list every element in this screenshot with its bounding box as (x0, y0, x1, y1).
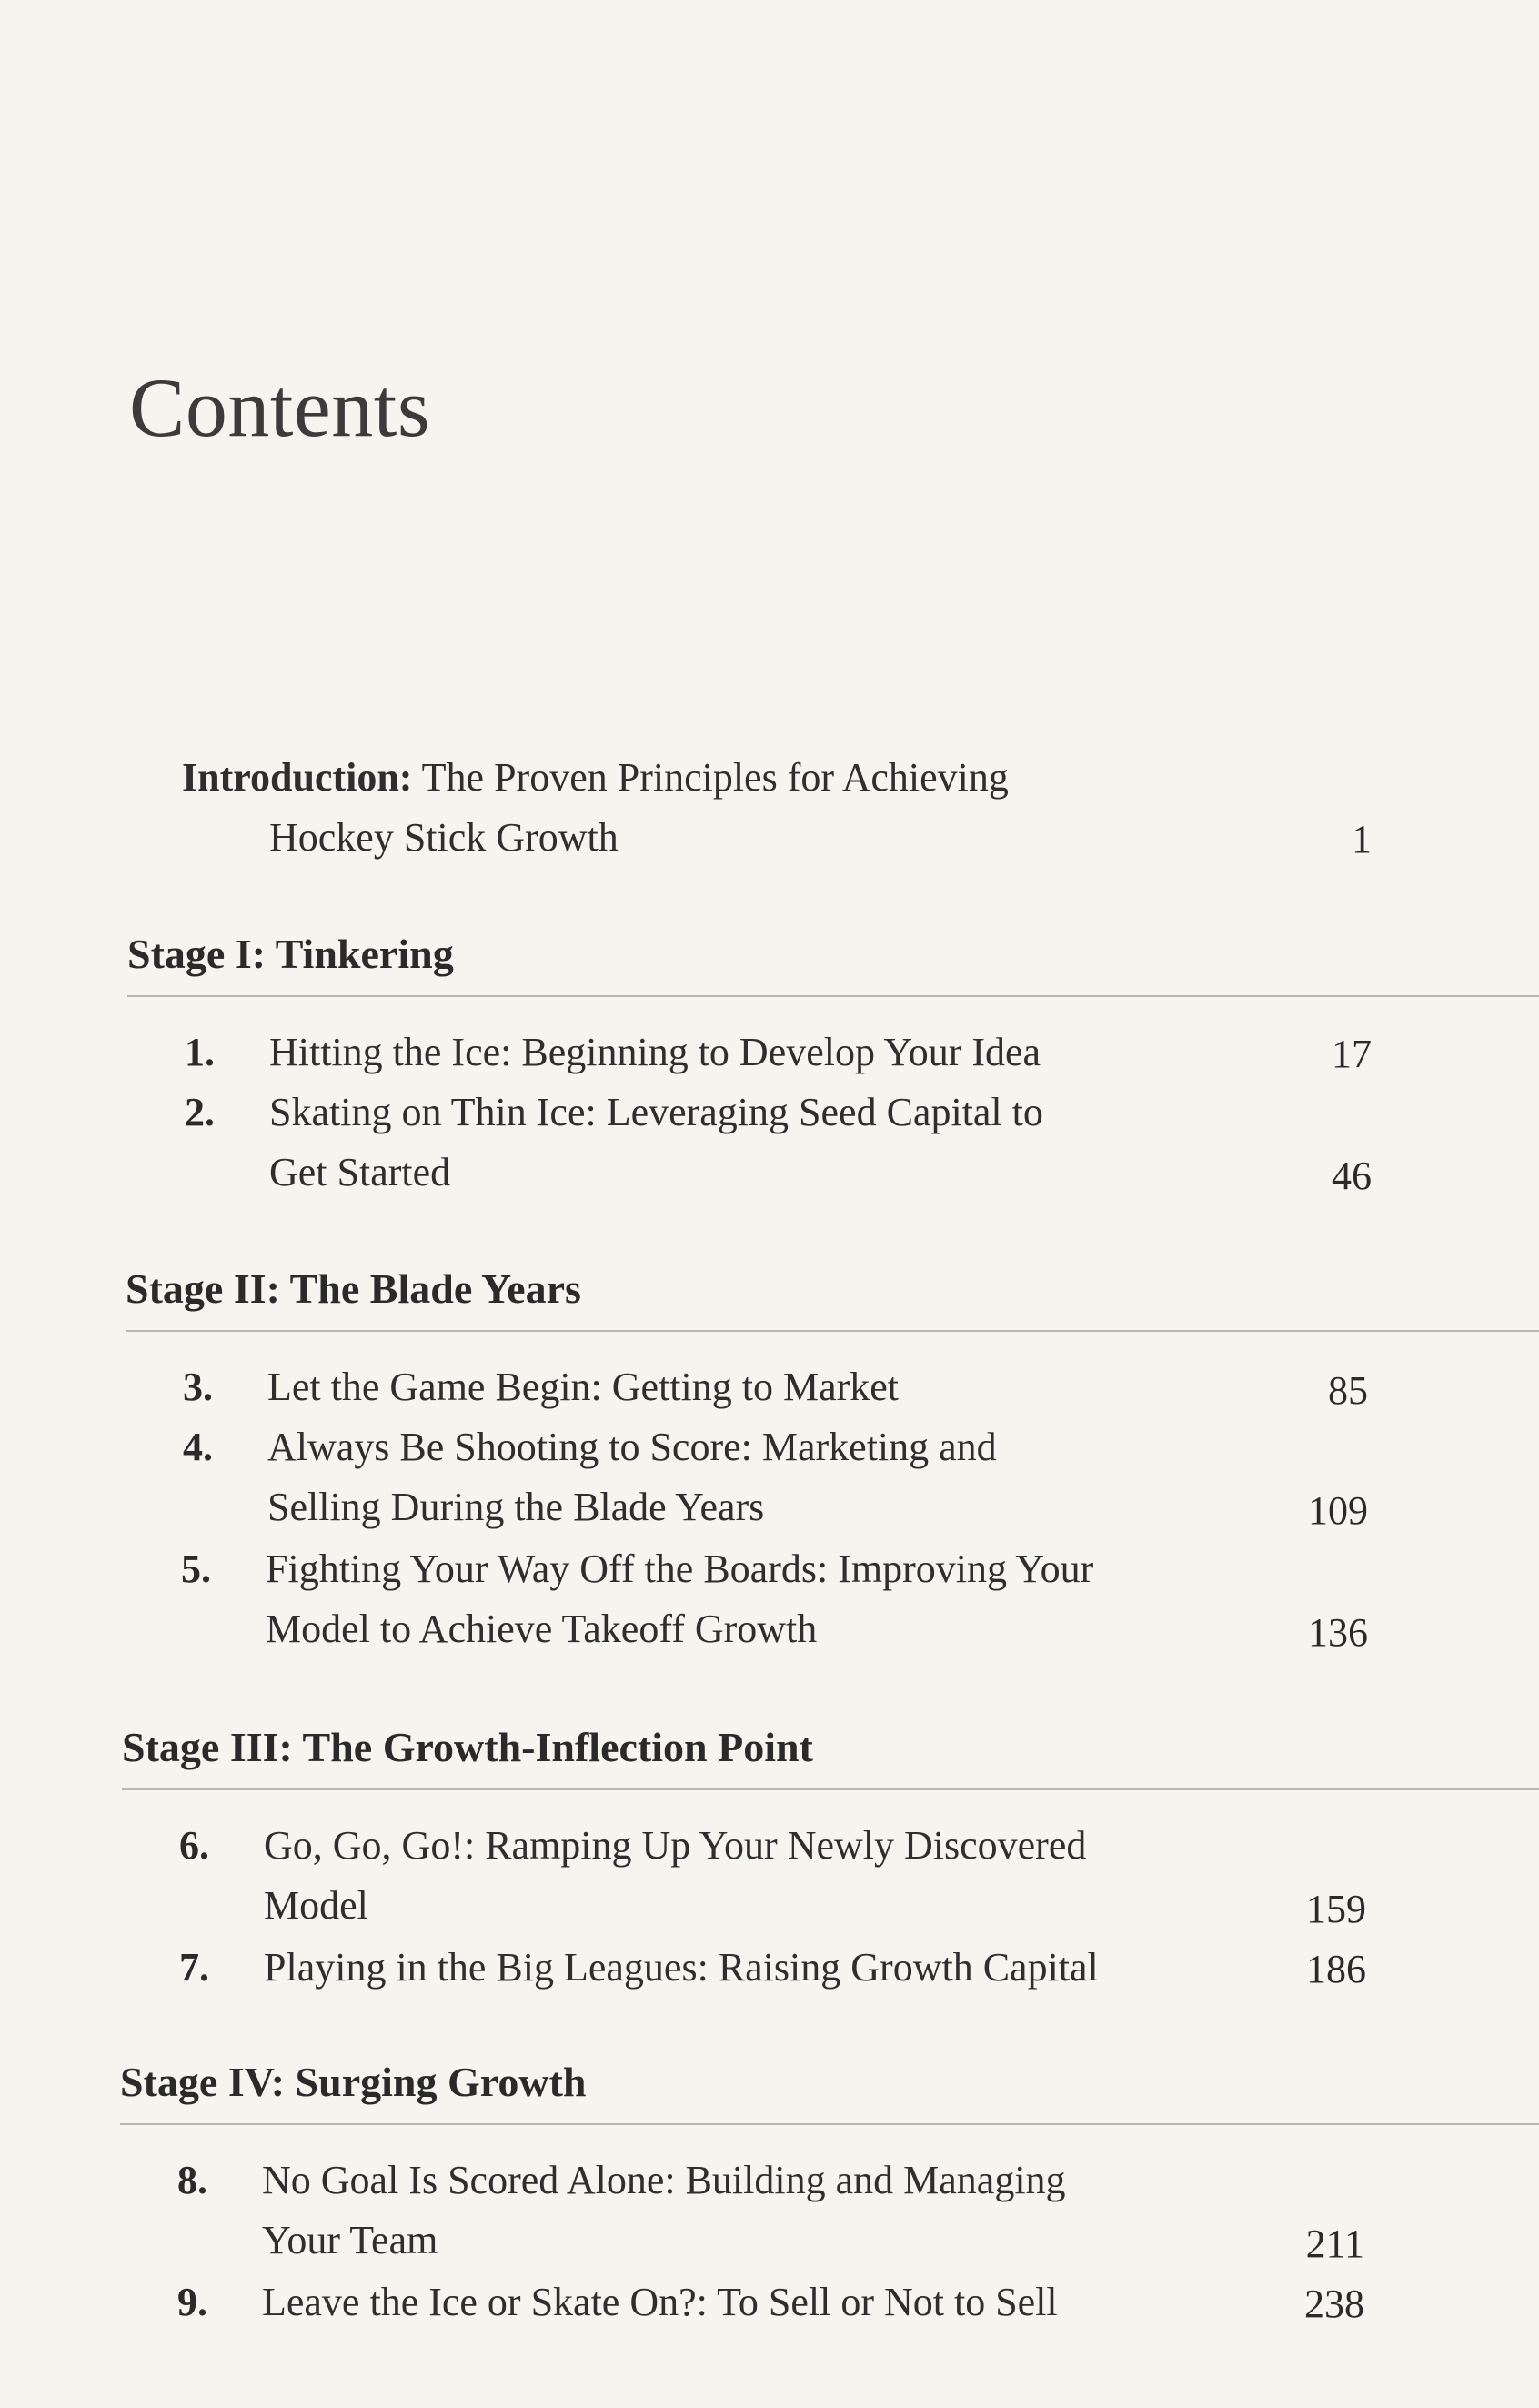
chapter-title-line: Skating on Thin Ice: Leveraging Seed Capital to (269, 1090, 1043, 1134)
chapter-title-line: Fighting Your Way Off the Boards: Improving Your (266, 1547, 1094, 1591)
page-title: Contents (129, 361, 431, 454)
chapter-title-line: Your Team (262, 2218, 438, 2262)
intro-title-line-2: Hockey Stick Growth (269, 815, 619, 860)
chapter-title-line: Playing in the Big Leagues: Raising Growth Capital (264, 1945, 1099, 1990)
chapter-title-line: Always Be Shooting to Score: Marketing and (267, 1425, 997, 1469)
intro-title-line-1: The Proven Principles for Achieving (421, 755, 1009, 800)
divider (127, 995, 1539, 997)
stage-heading: Stage I: Tinkering (127, 931, 454, 977)
chapter-number: 9. (177, 2280, 207, 2324)
chapter-title-line: No Goal Is Scored Alone: Building and Managing (262, 2158, 1066, 2202)
chapter-title-line: Leave the Ice or Skate On?: To Sell or Not to Sell (262, 2280, 1058, 2324)
chapter-number: 7. (179, 1945, 209, 1990)
chapter-number: 1. (185, 1030, 215, 1074)
chapter-number: 5. (181, 1547, 211, 1591)
chapter-title-line: Get Started (269, 1150, 451, 1194)
chapter-title-line: Selling During the Blade Years (267, 1485, 765, 1529)
divider (126, 1330, 1539, 1332)
chapter-title-line: Model to Achieve Takeoff Growth (266, 1607, 818, 1651)
chapter-title-line: Hitting the Ice: Beginning to Develop Your Idea (269, 1030, 1041, 1074)
chapter-number: 2. (185, 1090, 215, 1134)
page-number: 17 (1332, 1032, 1372, 1076)
chapter-title-line: Let the Game Begin: Getting to Market (267, 1365, 900, 1409)
page-number: 159 (1306, 1887, 1366, 1931)
divider (120, 2123, 1539, 2125)
stage-heading: Stage III: The Growth-Inflection Point (122, 1724, 813, 1770)
chapter-number: 6. (179, 1823, 209, 1868)
chapter-title-line: Go, Go, Go!: Ramping Up Your Newly Discovered (264, 1823, 1087, 1868)
page-number: 211 (1305, 2222, 1364, 2266)
stage-heading: Stage IV: Surging Growth (120, 2059, 587, 2105)
page-number: 109 (1308, 1488, 1368, 1533)
page-number: 238 (1304, 2282, 1364, 2326)
intro-line-1 (182, 748, 1009, 808)
chapter-number: 3. (183, 1365, 213, 1409)
page-number: 85 (1328, 1368, 1368, 1413)
chapter-number: 8. (177, 2158, 207, 2202)
page-number: 136 (1308, 1610, 1368, 1655)
chapter-title-line: Model (264, 1883, 368, 1928)
page-number: 46 (1332, 1154, 1372, 1198)
stage-heading: Stage II: The Blade Years (126, 1265, 581, 1312)
chapter-number: 4. (183, 1425, 213, 1469)
page-number: 1 (1352, 817, 1372, 861)
page-number: 186 (1306, 1947, 1366, 1991)
divider (122, 1788, 1539, 1790)
intro-label: Introduction: (182, 755, 413, 800)
